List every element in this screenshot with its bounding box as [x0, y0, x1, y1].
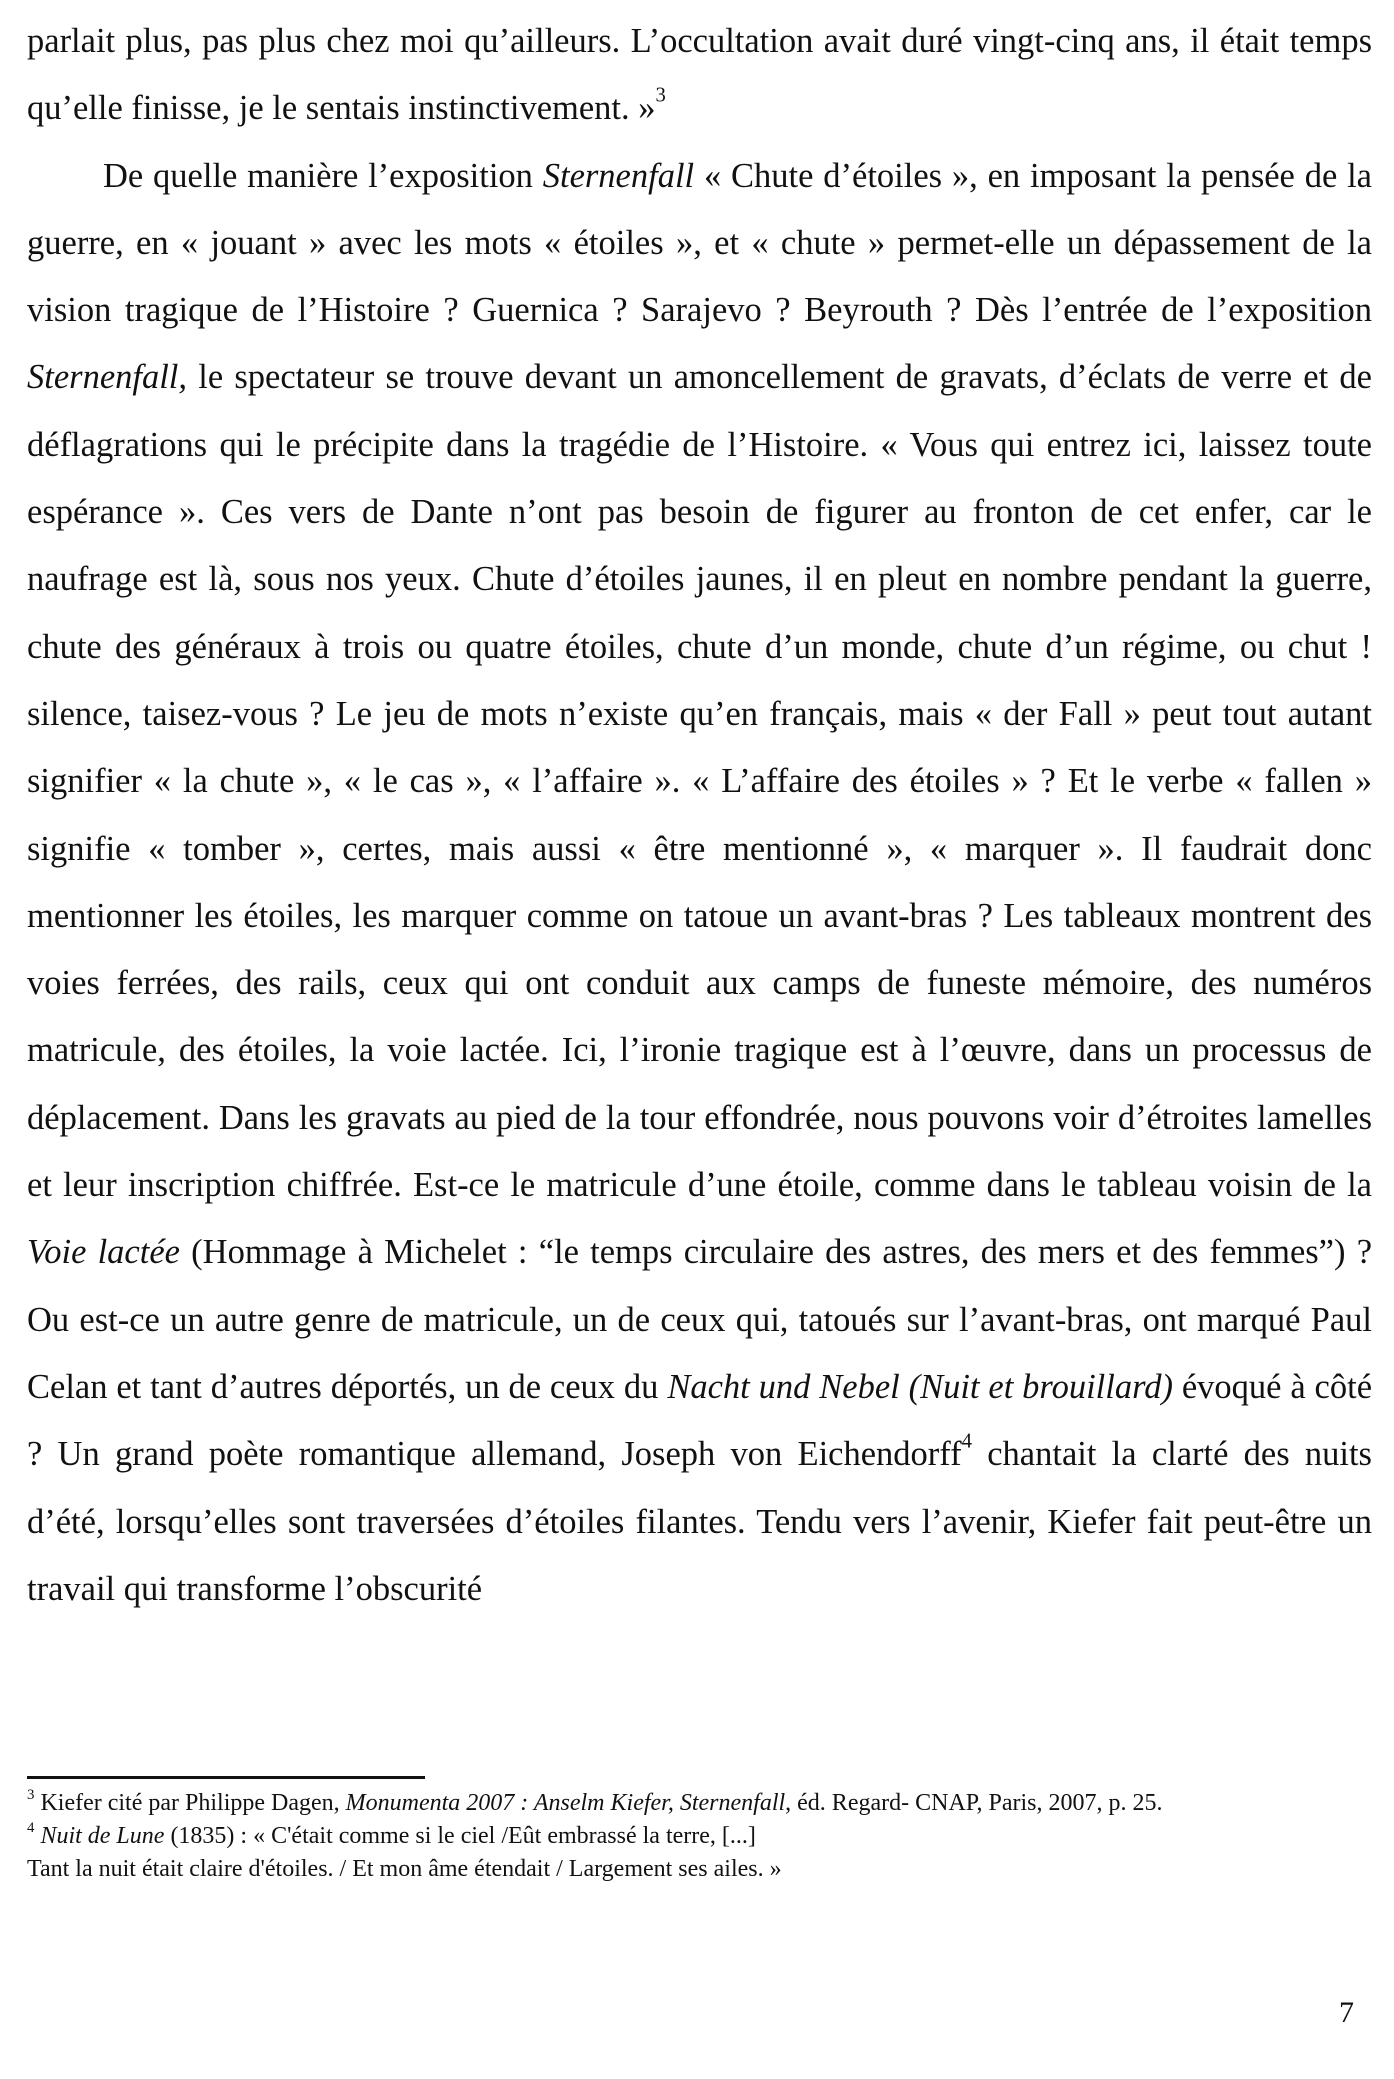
paragraph-main — [27, 143, 1372, 1624]
italic-title-voie-lactee: Voie lactée — [27, 1233, 180, 1272]
footnote-number: 3 — [27, 1786, 35, 1803]
footnote-3 — [27, 1787, 1357, 1820]
footnote-separator — [27, 1776, 425, 1779]
footnote-italic-title: Monumenta 2007 : Anselm Kiefer, Sternenfall — [345, 1790, 786, 1816]
footnote-ref-4[interactable]: 4 — [961, 1430, 972, 1453]
footnote-italic-title: Nuit de Lune — [40, 1823, 165, 1849]
paragraph-text: le spectateur se trouve devant un amoncellement de gravats, d’éclats de verre et de déflagrations qui le précipite dans la tragédie de l’Histoire. « Vous qui entrez ici, laissez toute espérance ». Ces vers de Dante n’ont pas besoin de figurer au fronton de cet enfer, car le naufrage est là, sous nos yeux. Chute d’étoiles jaunes, il en pleut en nombre pendant la guerre, chute des généraux à trois ou quatre étoiles, chute d’un monde, chute d’un régime, ou chut ! silence, taisez-vous ? Le jeu de mots n’existe qu’en français, mais « der Fall » peut tout autant signifier « la chute », « le cas », « l’affaire ». « L’affaire des étoiles » ? Et le verbe « fallen » signifie « tomber », certes, mais aussi « être mentionné », « marquer ». Il faudrait donc mentionner les étoiles, les marquer comme on tatoue un avant-bras ? Les tableaux montrent des voies ferrées, des rails, ceux qui ont conduit aux camps de funeste mémoire, des numéros matricule, des étoiles, la voie lactée. Ici, l’ironie tragique est à l’œuvre, dans un processus de déplacement. Dans les gravats au pied de la tour effondrée, nous pouvons voir d’étroites lamelles et leur inscription chiffrée. Est-ce le matricule d’une étoile, comme dans le tableau voisin de la — [27, 358, 1372, 1205]
paragraph-text: chantait la clarté des nuits d’été, lorsqu’elles sont traversées d’étoiles filantes. Tendu vers l’avenir, Kiefer fait peut-être un travail qui transforme l’obscurité — [27, 1435, 1372, 1608]
paragraph-text: (Hommage à Michelet : “le temps circulaire des astres, des mers et des femmes”) ? Ou est-ce un autre genre de matricule, un de ceux qui, tatoués sur l’avant-bras, ont marqué Paul Celan et tant d’autres déportés, un de ceux du — [27, 1233, 1373, 1406]
footnote-ref-3[interactable]: 3 — [655, 84, 666, 107]
footnote-number: 4 — [27, 1819, 35, 1836]
paragraph-quote-end — [27, 8, 1372, 143]
paragraph-text: « Chute d’étoiles », en imposant la pensée de la guerre, en « jouant » avec les mots « étoiles », et « chute » permet-elle un dépassement de la vision tragique de l’Histoire ? Guernica ? Sarajevo ? Beyrouth ? Dès l’entrée de l’exposition — [27, 156, 1372, 330]
footnote-4-continuation: Tant la nuit était claire d'étoiles. / Et mon âme étendait / Largement ses ailes. » — [27, 1856, 782, 1882]
quote-text: parlait plus, pas plus chez moi qu’ailleurs. L’occultation avait duré vingt-cinq ans, il était temps qu’elle finisse, je le sentais instinctivement. » — [27, 22, 1372, 128]
italic-title-nacht-und-nebel: Nacht und Nebel (Nuit et brouillard) — [667, 1367, 1173, 1406]
footnotes — [27, 1787, 1357, 1886]
footnote-text: Kiefer cité par Philippe Dagen, — [34, 1790, 346, 1816]
footnote-4 — [27, 1820, 1357, 1853]
footnote-text: , éd. Regard- CNAP, Paris, 2007, p. 25. — [785, 1790, 1163, 1816]
paragraph-text: évoqué à côté ? Un grand poète romantique allemand, Joseph von Eichendorff — [27, 1367, 1373, 1474]
footnote-text: (1835) : « C'était comme si le ciel /Eût embrassé la terre, [...] — [164, 1823, 756, 1849]
italic-title-sternenfall: Sternenfall, — [27, 358, 188, 397]
body-text — [27, 8, 1372, 1623]
paragraph-text: De quelle manière l’exposition — [103, 156, 543, 195]
italic-title-sternenfall: Sternenfall — [542, 156, 695, 195]
page-number: 7 — [1339, 1996, 1354, 2029]
